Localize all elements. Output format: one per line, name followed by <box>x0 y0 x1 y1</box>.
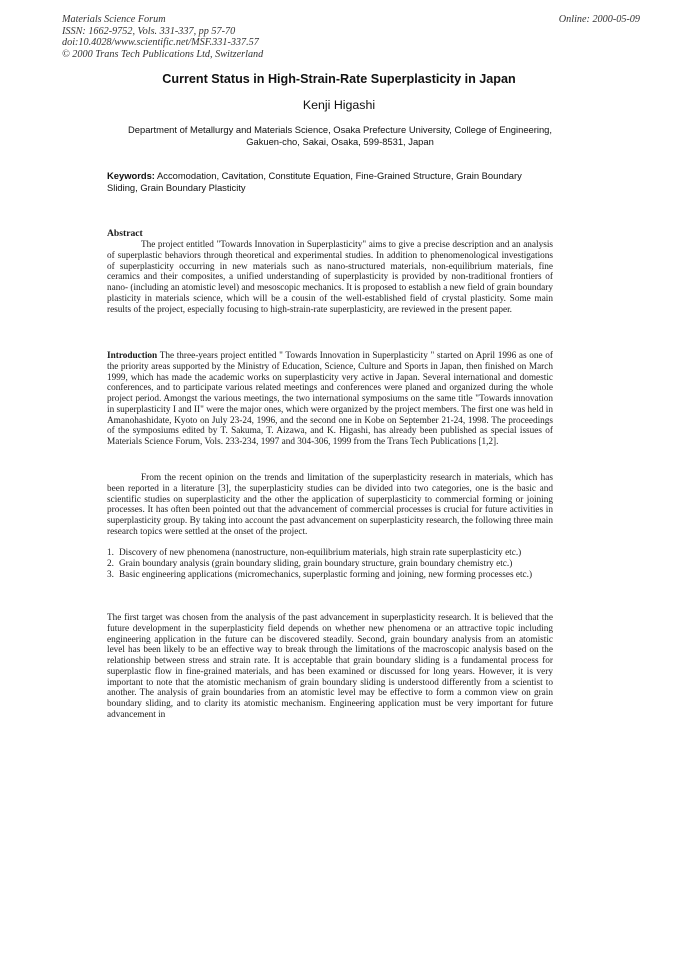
keywords <box>107 170 527 194</box>
doi-line: doi:10.4028/www.scientific.net/MSF.331-337.57 <box>62 37 259 49</box>
introduction-paragraph-3: The first target was chosen from the analysis of the past advancement in superplasticity research. It is believed that the future development in the superplasticity field depends on whether new phenomena or an attractive topic including engineering application in the future can be discovered steadily. Second, grain boundary analysis from an atomistic level has been likely to be an effective way to break through the limitations of the macroscopic analysis based on the relationship between stress and strain rate. It is acceptable that grain boundary sliding is a fundamental process for superplastic flow in fine-grained materials, and has been examined or discussed for long years. However, it is very important to note that the atomistic mechanism of grain boundary sliding is understood differently from a scientist to another. The analysis of grain boundaries from an atomistic level may be effective to form a common view on grain boundary sliding, and to clarity its atomistic mechanism. Engineering application must be very important for future advancement in <box>107 613 553 720</box>
introduction-paragraph-1 <box>107 351 553 448</box>
journal-name: Materials Science Forum <box>62 14 166 25</box>
introduction-paragraph-2: From the recent opinion on the trends and limitation of the superplasticity research in materials, which has been reported in a literature [3], the superplasticity studies can be divided into two categories, one is the basic and scientific studies on superplasticity and the other the application of superplasticity to commercial forming or joining processes. It has often been pointed out that the advancement of commercial processes is crucial for future activities in superplasticity group. By taking into account the past advancement on superplasticity research, the following three main research topics were settled at the onset of the project. <box>107 473 553 537</box>
list-item: 2. Grain boundary analysis (grain boundary sliding, grain boundary structure, grain boundary chemistry etc.) <box>107 558 513 569</box>
abstract-heading: Abstract <box>107 228 143 239</box>
affiliation: Department of Metallurgy and Materials Science, Osaka Prefecture University, College of Engineering, Gakuen-cho, Sakai, Osaka, 599-8531, Japan <box>128 124 552 148</box>
research-topics-list <box>107 548 553 580</box>
page-header <box>62 14 640 60</box>
keywords-label: Keywords: <box>107 170 155 181</box>
online-date: Online: 2000-05-09 <box>558 14 640 25</box>
list-item: 3. Basic engineering applications (micromechanics, superplastic forming and joining, new forming processes etc.) <box>107 569 533 580</box>
author-name: Kenji Higashi <box>302 98 376 112</box>
list-item: 1. Discovery of new phenomena (nanostructure, non-equilibrium materials, high strain rate superplasticity etc.) <box>107 548 522 558</box>
keywords-text: Accomodation, Cavitation, Constitute Equation, Fine-Grained Structure, Grain Boundary Sliding, Grain Boundary Plasticity <box>107 170 522 194</box>
introduction-heading: Introduction <box>107 351 158 361</box>
copyright-line: © 2000 Trans Tech Publications Ltd, Switzerland <box>62 48 264 60</box>
paper-title: Current Status in High-Strain-Rate Superplasticity in Japan <box>162 72 516 86</box>
citation-block <box>62 14 640 60</box>
introduction-text-1: The three-years project entitled " Towards Innovation in Superplasticity " started on April 1996 as one of the priority areas supported by the Ministry of Education, Science, Culture and Sports in Japan, then finished on March 1999, which has made the academic works on superplasticity very active in Japan. Several international and domestic conferences, and to participate various related meetings and conferences were planed and organized during the whole project period. Amongst the various meetings, the two international symposiums on the same title "Towards innovation in superplasticity I and II" were the major ones, which were organized by the project members. The first one was held in Amanohashidate, Kyoto on July 23-24, 1996, and the second one in Kobe on September 21-24, 1998. The proceedings of the symposiums edited by T. Sakuma, T. Aizawa, and K. Higashi, has already been published as special issues of Materials Science Forum, Vols. 233-234, 1997 and 304-306, 1999 from the Trans Tech Publications [1,2]. <box>107 351 553 447</box>
abstract-text: The project entitled "Towards Innovation in Superplasticity" aims to give a precise description and an analysis of superplastic behaviors through theoretical and experimental studies. In addition to phenomenological investigations of superplasticity occurring in new materials such as nano-structured materials, non-equilibrium materials, fine ceramics and their composites, a unified understanding of superplasticity is provided by non-traditional frontiers of nano- (including an atomistic level) and mesoscopic mechanics. It is proposed to establish a new field of grain boundary plasticity in materials science, which will be a cousin of the well-established field of crystal plasticity. Some main results of the project, especially focusing to high-strain-rate superplasticity, are reviewed in the present paper. <box>107 240 553 315</box>
issn-line: ISSN: 1662-9752, Vols. 331-337, pp 57-70 <box>62 25 236 37</box>
